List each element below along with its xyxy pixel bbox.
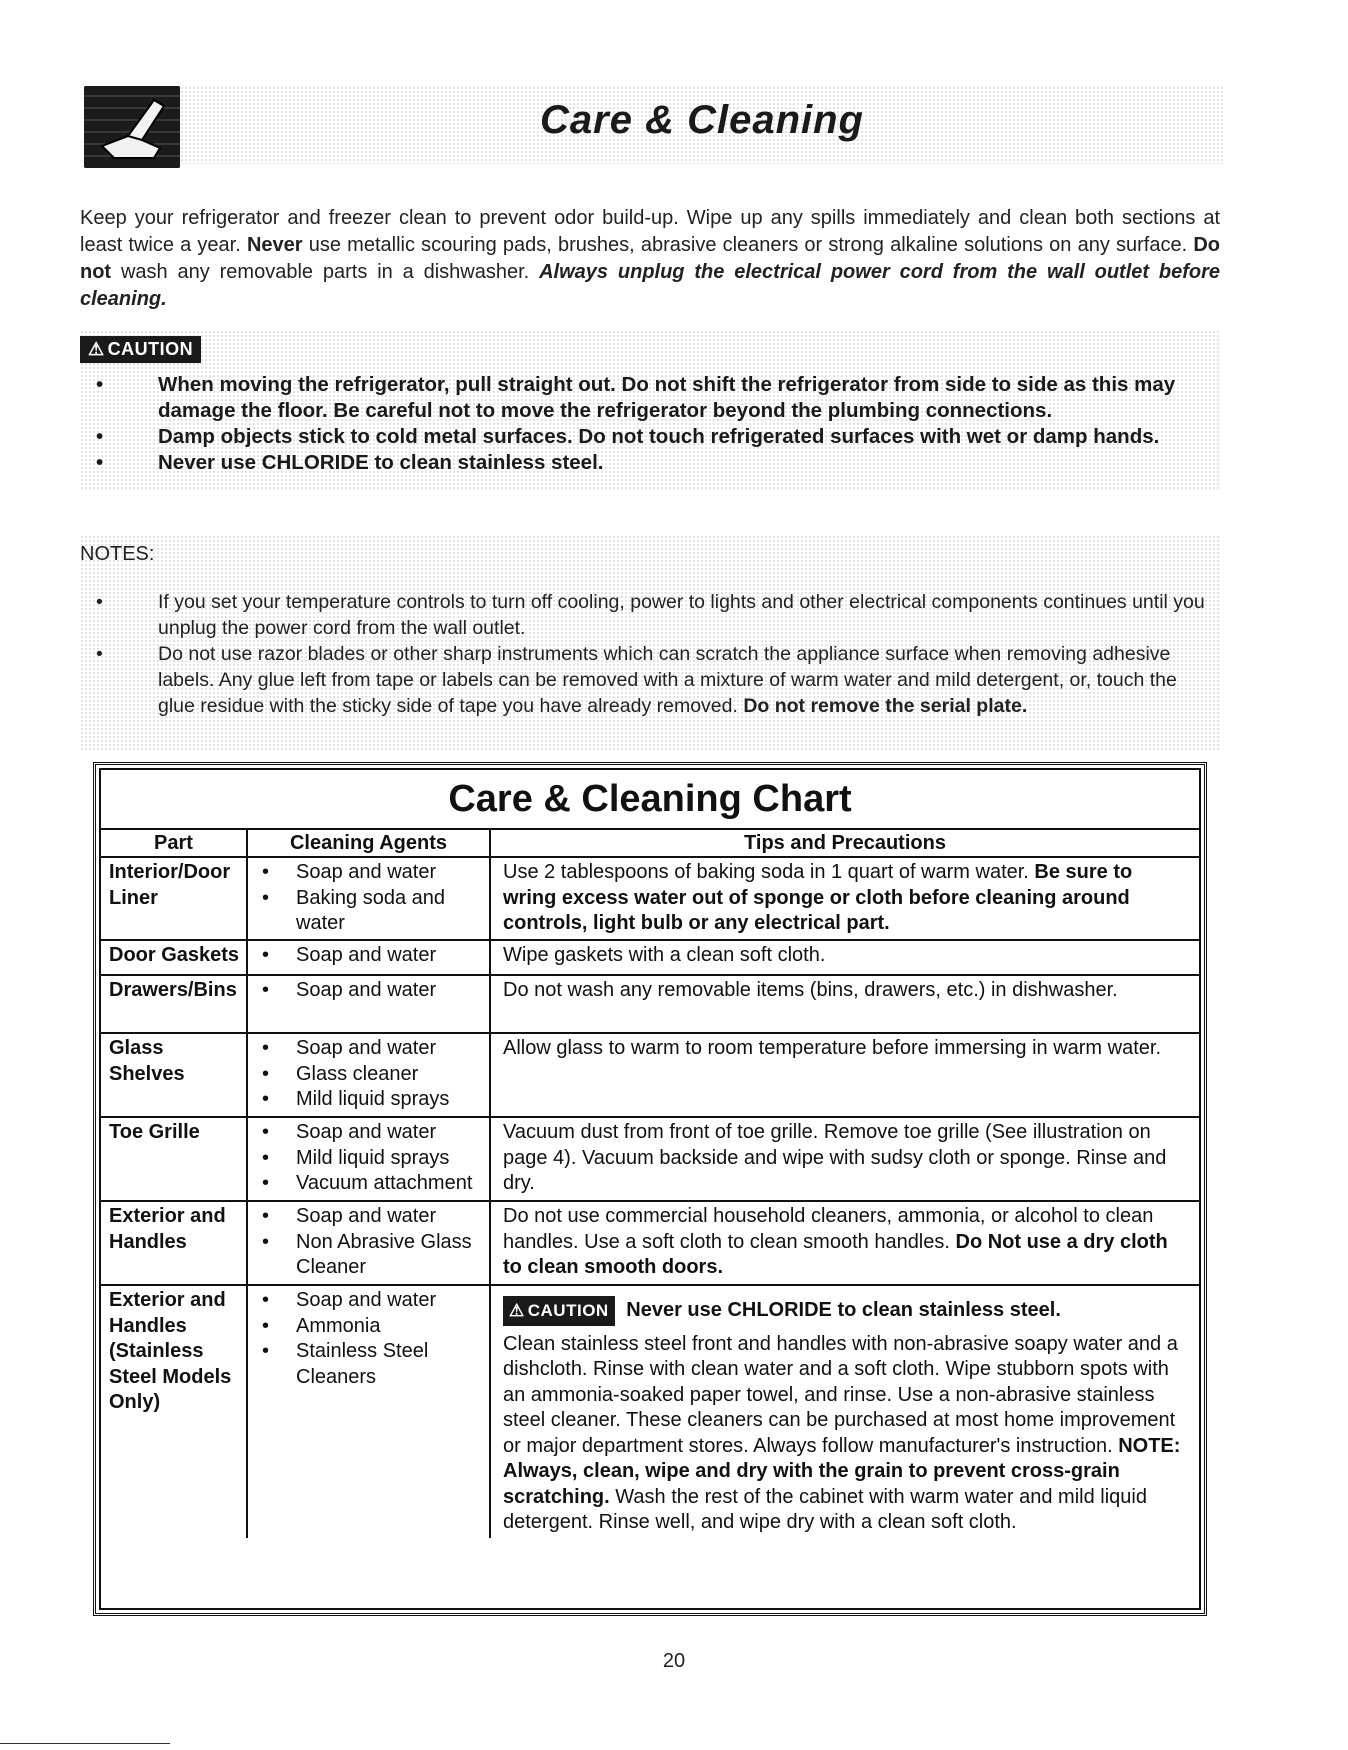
tips-bold-text: Do Not use a dry cloth to clean smooth doors. <box>503 1230 1168 1278</box>
caution-badge <box>503 1296 615 1326</box>
intro-never: Never <box>246 234 303 256</box>
tips-text-end: Wash the rest of the cabinet with warm water and mild liquid detergent. Rinse well, and wipe dry with a clean soft cloth. <box>503 1485 1147 1533</box>
agent-item: • Glass cleaner <box>256 1062 483 1088</box>
agent-item: • Non Abrasive Glass Cleaner <box>256 1230 483 1281</box>
tips-text: Use 2 tablespoons of baking soda in 1 quart of warm water. <box>503 861 1029 883</box>
caution-badge <box>80 336 201 363</box>
agent-item: • Stainless Steel Cleaners <box>256 1339 483 1390</box>
part-cell: Toe Grille <box>101 1117 247 1201</box>
stainless-caution <box>503 1296 1189 1326</box>
column-header-agents: Cleaning Agents <box>247 830 490 857</box>
table-row <box>101 857 1199 940</box>
note-item <box>80 641 1210 719</box>
table-header-row <box>101 830 1199 857</box>
table-row <box>101 1033 1199 1117</box>
agent-item: • Baking soda and water <box>256 886 483 937</box>
note-text: If you set your temperature controls to turn off cooling, power to lights and other electrical components continues until you unplug the power cord from the wall outlet. <box>158 591 1205 639</box>
agent-item: • Ammonia <box>256 1314 483 1340</box>
note-bold-text: Do not remove the serial plate. <box>743 695 1028 717</box>
caution-item: • When moving the refrigerator, pull straight out. Do not shift the refrigerator from side to side as this may damage the floor. Be careful not to move the refrigerator beyond the plumbing connections. <box>80 372 1220 424</box>
caution-item: • Never use CHLORIDE to clean stainless steel. <box>80 450 1220 476</box>
intro-text-3: wash any removable parts in a dishwasher. <box>120 261 530 283</box>
agent-item: • Mild liquid sprays <box>256 1146 483 1172</box>
page-title: Care & Cleaning <box>540 98 864 142</box>
tips-cell: Wipe gaskets with a clean soft cloth. <box>490 940 1199 975</box>
agents-cell <box>247 1201 490 1285</box>
agents-cell <box>247 857 490 940</box>
intro-paragraph <box>80 205 1220 313</box>
part-cell: Glass Shelves <box>101 1033 247 1117</box>
agents-cell <box>247 1285 490 1538</box>
agent-item: • Soap and water <box>256 1288 483 1314</box>
caution-badge-label: CAUTION <box>527 1301 609 1320</box>
caution-list <box>80 372 1220 476</box>
note-item <box>80 589 1210 641</box>
caution-box <box>80 330 1220 490</box>
agent-item: • Soap and water <box>256 1120 483 1146</box>
caution-item: • Damp objects stick to cold metal surfaces. Do not touch refrigerated surfaces with wet or damp hands. <box>80 424 1220 450</box>
notes-box <box>80 535 1220 750</box>
tips-cell <box>490 1201 1199 1285</box>
tips-cell: Vacuum dust from front of toe grille. Remove toe grille (See illustration on page 4). Vacuum backside and wipe with sudsy cloth or sponge. Rinse and dry. <box>490 1117 1199 1201</box>
page-number: 20 <box>662 1650 686 1672</box>
agent-item: • Soap and water <box>256 1036 483 1062</box>
intro-unplug-warning: Always unplug the electrical power cord from the wall outlet before cleaning. <box>80 261 1221 310</box>
intro-do-not: Do not <box>80 234 1220 283</box>
tips-text: Do not use commercial household cleaners, ammonia, or alcohol to clean handles. Use a soft cloth to clean smooth handles. <box>503 1205 1154 1253</box>
table-row <box>101 940 1199 975</box>
note-text: Do not use razor blades or other sharp instruments which can scratch the appliance surface when removing adhesive labels. Any glue left from tape or labels can be removed with a mixture of warm water and mild detergent, or, touch the glue residue with the sticky side of tape you have already removed. <box>158 643 1177 717</box>
agent-item: • Vacuum attachment <box>256 1171 483 1197</box>
agents-cell <box>247 975 490 1033</box>
warning-triangle-icon: ⚠ <box>88 339 105 359</box>
caution-text: Never use CHLORIDE to clean stainless steel. <box>626 1299 1061 1321</box>
agent-item: • Soap and water <box>256 860 483 886</box>
chart-table <box>101 830 1199 1538</box>
agents-cell <box>247 1033 490 1117</box>
tips-bold-text: Be sure to wring excess water out of sponge or cloth before cleaning around controls, light bulb or any electrical part. <box>503 861 1133 934</box>
part-cell: Exterior and Handles (Stainless Steel Models Only) <box>109 1289 232 1413</box>
part-cell: Drawers/Bins <box>101 975 247 1033</box>
intro-text-2: use metallic scouring pads, brushes, abrasive cleaners or strong alkaline solutions on any surface. <box>308 234 1188 256</box>
note-bold-text: NOTE: Always, clean, wipe and dry with the grain to prevent cross-grain scratching. <box>503 1434 1181 1508</box>
part-cell: Interior/Door Liner <box>101 857 247 940</box>
tips-cell: Do not wash any removable items (bins, drawers, etc.) in dishwasher. <box>490 975 1199 1033</box>
notes-list <box>80 589 1210 719</box>
tips-text: Clean stainless steel front and handles with non-abrasive soapy water and a dishcloth. Rinse with clean water and a soft cloth. Wipe stubborn spots with an ammonia-soaked paper towel, and rinse. Use a non-abrasive stainless steel cleaner. These cleaners can be purchased at most home improvement or major department stores. Always follow manufacturer's instruction. <box>503 1332 1178 1457</box>
table-row <box>101 1117 1199 1201</box>
care-cleaning-chart <box>93 762 1207 1616</box>
chart-title: Care & Cleaning Chart <box>101 770 1199 830</box>
agent-item: • Soap and water <box>256 978 483 1004</box>
agents-cell <box>247 1117 490 1201</box>
intro-text-1: Keep your refrigerator and freezer clean to prevent odor build-up. Wipe up any spills immediately and clean both sections at least twice a year. <box>80 207 1220 256</box>
agents-cell <box>247 940 490 975</box>
tips-cell: Allow glass to warm to room temperature before immersing in warm water. <box>490 1033 1199 1117</box>
column-header-tips: Tips and Precautions <box>490 830 1199 857</box>
agent-item: • Soap and water <box>256 943 483 969</box>
agent-item: • Soap and water <box>256 1204 483 1230</box>
hand-cleaning-icon <box>84 86 180 168</box>
warning-triangle-icon: ⚠ <box>509 1301 525 1320</box>
header-band <box>180 86 1224 164</box>
part-cell: Exterior and Handles <box>101 1201 247 1285</box>
tips-cell <box>490 1285 1199 1538</box>
part-cell: Door Gaskets <box>101 940 247 975</box>
table-row <box>101 1285 1199 1538</box>
table-row <box>101 1201 1199 1285</box>
page-header <box>84 70 1224 170</box>
footer-rule <box>0 1743 170 1744</box>
agent-item: • Mild liquid sprays <box>256 1087 483 1113</box>
caution-badge-label: CAUTION <box>107 339 194 359</box>
notes-heading: NOTES: <box>80 543 155 565</box>
tips-cell <box>490 857 1199 940</box>
table-row <box>101 975 1199 1033</box>
column-header-part: Part <box>101 830 247 857</box>
